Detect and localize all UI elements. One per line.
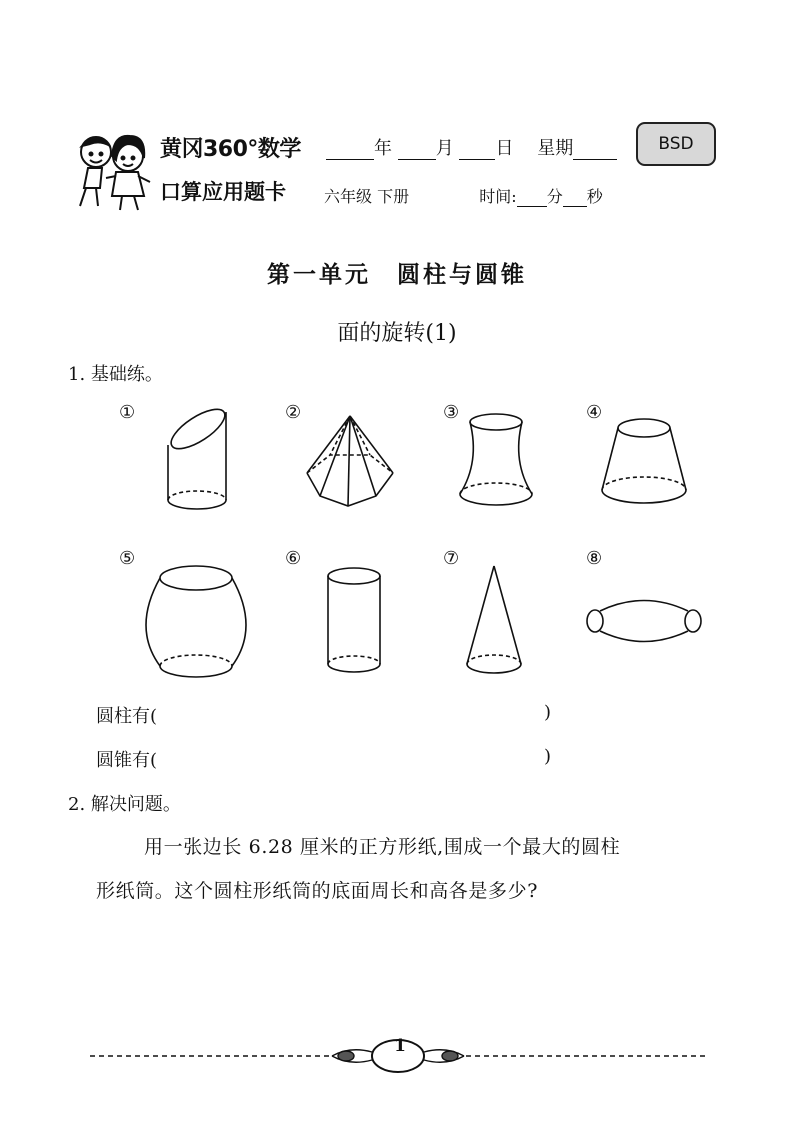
figure-marker-4: ④	[586, 402, 603, 423]
question-2-answer-area[interactable]	[96, 920, 716, 1020]
unit-title: 第一单元 圆柱与圆锥	[267, 262, 527, 288]
figure-marker-8: ⑧	[586, 548, 603, 569]
cylinder-answer-field[interactable]	[180, 700, 540, 726]
time-label: 时间:	[479, 187, 517, 206]
question-2-label: 2. 解决问题。	[68, 794, 181, 815]
cylinder-answer-label: 圆柱有(	[96, 706, 158, 727]
frustum-figure	[602, 419, 686, 503]
page-number: 1	[394, 1036, 406, 1056]
figure-marker-7: ⑦	[443, 548, 460, 569]
cone-answer-field[interactable]	[180, 744, 540, 770]
second-label: 秒	[586, 187, 603, 206]
waisted-solid-figure	[460, 414, 532, 505]
day-label: 日	[495, 138, 514, 159]
figure-marker-3: ③	[443, 402, 460, 423]
question-2-text-line1: 用一张边长 6.28 厘米的正方形纸,围成一个最大的圆柱	[144, 836, 621, 858]
cylinder-figure	[328, 568, 380, 672]
cylinder-answer-close: )	[544, 702, 552, 723]
figure-marker-1: ①	[119, 402, 136, 423]
question-2-text-line2: 形纸筒。这个圆柱形纸筒的底面周长和高各是多少?	[96, 880, 538, 902]
barrel-figure	[146, 566, 246, 677]
year-label: 年	[374, 138, 392, 159]
brand-title: 黄冈360°数学	[160, 137, 301, 162]
brand-subtitle: 口算应用题卡	[160, 180, 286, 204]
question-1-label: 1. 基础练。	[68, 364, 163, 385]
cone-figure	[467, 566, 521, 673]
figure-marker-5: ⑤	[119, 548, 136, 569]
month-label: 月	[435, 138, 454, 159]
lesson-title: 面的旋转(1)	[337, 321, 457, 346]
figure-marker-6: ⑥	[285, 548, 302, 569]
cone-answer-close: )	[544, 746, 552, 767]
edition-badge: BSD	[636, 122, 716, 166]
oblique-cylinder-figure	[165, 402, 230, 509]
figure-marker-2: ②	[285, 402, 302, 423]
ellipsoid-figure	[587, 601, 701, 642]
weekday-label: 星期	[537, 138, 574, 159]
grade-label: 六年级 下册	[324, 187, 410, 206]
pyramid-figure	[307, 416, 393, 506]
cone-answer-label: 圆锥有(	[96, 750, 158, 771]
minute-label: 分	[546, 187, 563, 206]
